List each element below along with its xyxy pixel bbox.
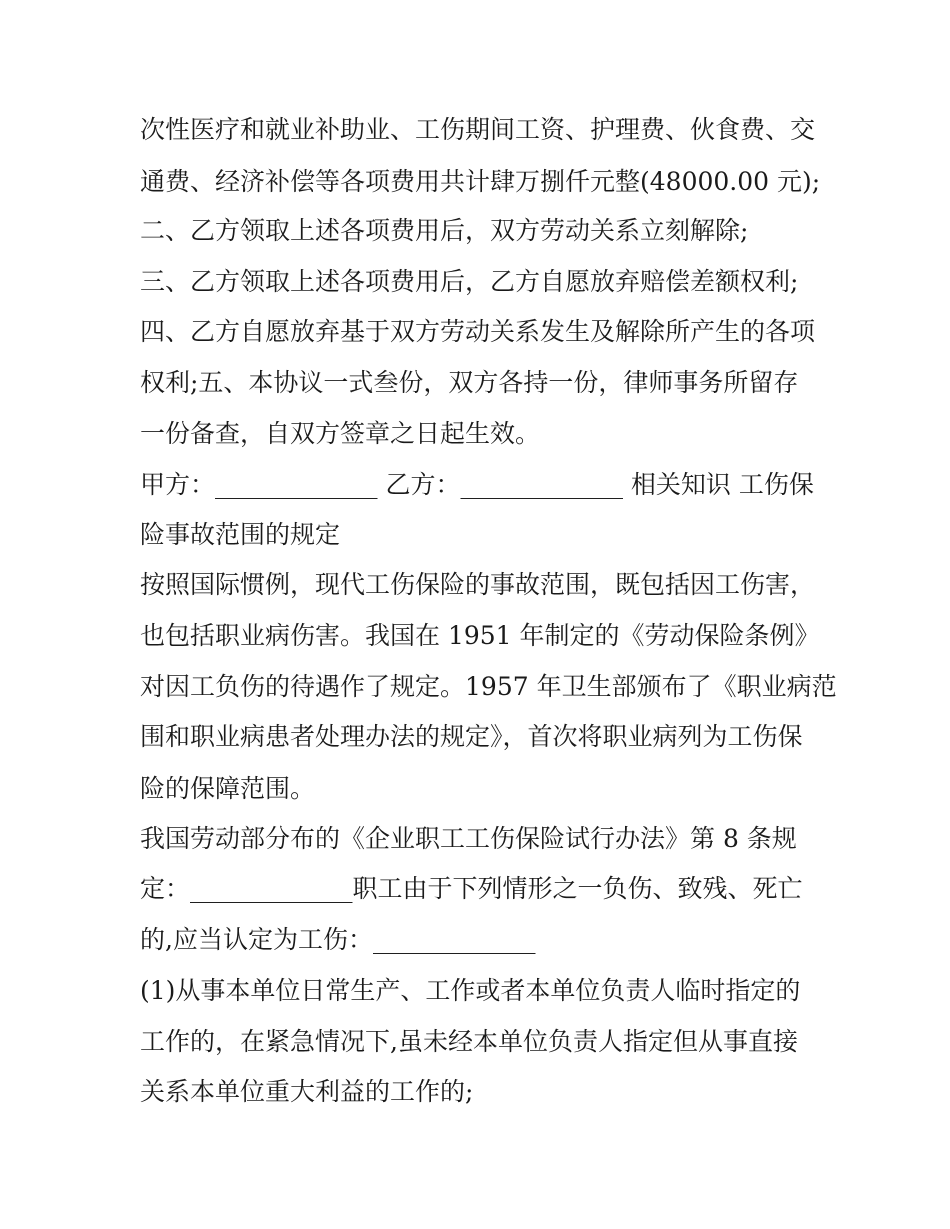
text-line: 我国劳动部分布的《企业职工工伤保险试行办法》第 8 条规 xyxy=(140,824,797,853)
text-line: 定：_____________职工由于下列情形之一负伤、致残、死亡 xyxy=(140,874,803,903)
text-line: 工作的，在紧急情况下,虽未经本单位负责人指定但从事直接 xyxy=(140,1027,798,1056)
text-line: 按照国际惯例，现代工伤保险的事故范围，既包括因工伤害， xyxy=(140,570,816,599)
text-line: (1)从事本单位日常生产、工作或者本单位负责人临时指定的 xyxy=(140,976,801,1005)
text-line: 对因工负伤的待遇作了规定。1957 年卫生部颁布了《职业病范 xyxy=(140,672,837,701)
text-line: 权利;五、本协议一式叁份，双方各持一份，律师事务所留存 xyxy=(140,368,799,397)
text-line: 险事故范围的规定 xyxy=(140,520,341,549)
text-line: 的,应当认定为工伤：_____________ xyxy=(140,925,536,954)
text-line: 二、乙方领取上述各项费用后，双方劳动关系立刻解除; xyxy=(140,216,749,245)
text-line: 险的保障范围。 xyxy=(140,774,316,803)
text-line: 三、乙方领取上述各项费用后，乙方自愿放弃赔偿差额权利; xyxy=(140,267,799,296)
text-line: 围和职业病患者处理办法的规定》，首次将职业病列为工伤保 xyxy=(140,722,803,751)
text-line: 四、乙方自愿放弃基于双方劳动关系发生及解除所产生的各项 xyxy=(140,317,816,346)
text-line: 关系本单位重大利益的工作的; xyxy=(140,1077,474,1106)
text-line: 一份备查，自双方签章之日起生效。 xyxy=(140,419,541,448)
text-line: 次性医疗和就业补助业、工伤期间工资、护理费、伙食费、交 xyxy=(140,115,816,144)
text-line: 甲方：_____________ 乙方：_____________ 相关知识 工伤保 xyxy=(140,470,814,499)
text-line: 也包括职业病伤害。我国在 1951 年制定的《劳动保险条例》 xyxy=(140,621,820,650)
text-line: 通费、经济补偿等各项费用共计肆万捌仟元整(48000.00 元); xyxy=(140,167,821,196)
